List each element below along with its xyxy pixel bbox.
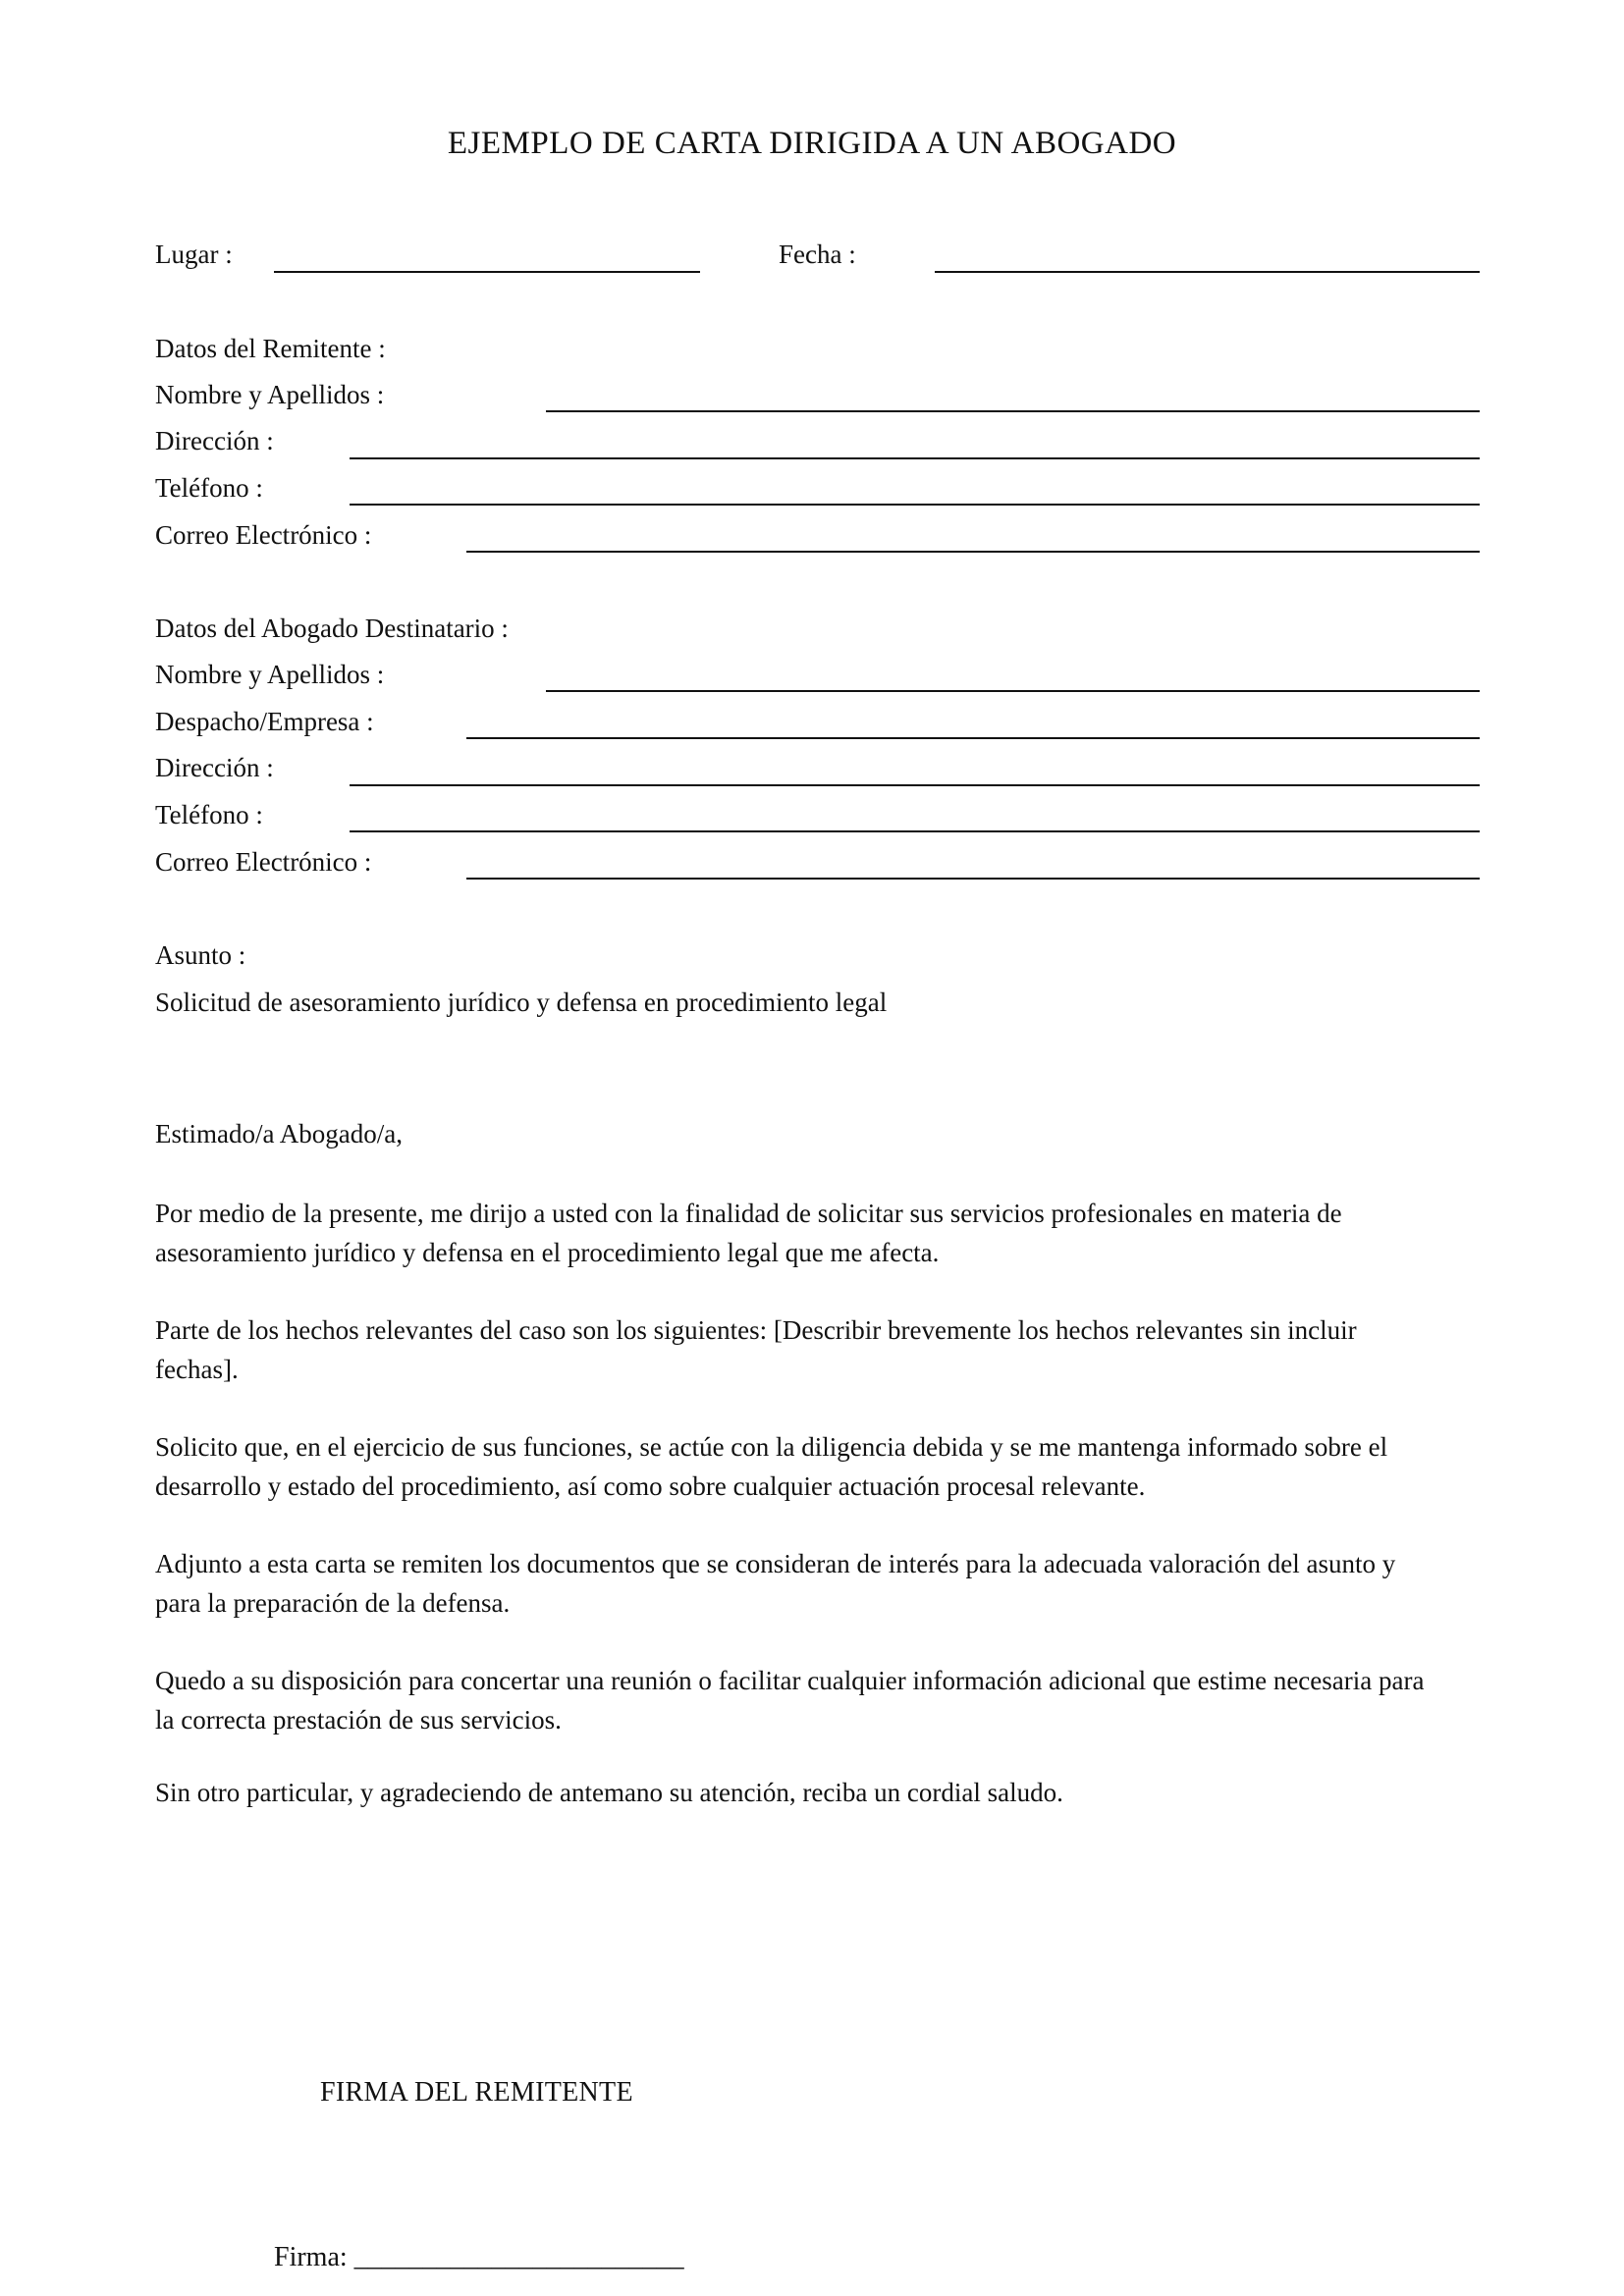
remitente-nombre-line[interactable]: [546, 410, 1480, 412]
destinatario-nombre-line[interactable]: [546, 690, 1480, 692]
destinatario-correo-label: Correo Electrónico :: [155, 847, 372, 877]
paragraph-3-line-1: Solicito que, en el ejercicio de sus funciones, se actúe con la diligencia debida y se me mantenga informado sobre el: [155, 1432, 1388, 1462]
paragraph-3: [155, 1427, 1490, 1506]
lugar-field-line[interactable]: [274, 271, 700, 273]
destinatario-direccion-line[interactable]: [350, 784, 1480, 786]
greeting: Estimado/a Abogado/a,: [155, 1119, 403, 1148]
paragraph-5-line-1: Quedo a su disposición para concertar una reunión o facilitar cualquier información adicional que estime necesaria para: [155, 1666, 1425, 1695]
paragraph-5-line-2: la correcta prestación de sus servicios.: [155, 1705, 562, 1735]
paragraph-4-line-2: para la preparación de la defensa.: [155, 1588, 511, 1618]
paragraph-2-line-2: fechas].: [155, 1355, 239, 1384]
paragraph-1-line-2: asesoramiento jurídico y defensa en el procedimiento legal que me afecta.: [155, 1238, 940, 1267]
destinatario-telefono-label: Teléfono :: [155, 800, 263, 829]
asunto-text: Solicitud de asesoramiento jurídico y defensa en procedimiento legal: [155, 988, 888, 1017]
signature-heading: FIRMA DEL REMITENTE: [320, 2077, 633, 2108]
paragraph-2-line-1: Parte de los hechos relevantes del caso son los siguientes: [Describir brevemente los hechos relevantes sin incluir: [155, 1315, 1357, 1345]
asunto-label: Asunto :: [155, 940, 246, 970]
destinatario-despacho-label: Despacho/Empresa :: [155, 707, 374, 736]
destinatario-telefono-line[interactable]: [350, 830, 1480, 832]
paragraph-2: [155, 1310, 1490, 1389]
document-title: EJEMPLO DE CARTA DIRIGIDA A UN ABOGADO: [447, 126, 1177, 161]
remitente-direccion-label: Dirección :: [155, 426, 274, 455]
paragraph-4-line-1: Adjunto a esta carta se remiten los documentos que se consideran de interés para la adecuada valoración del asunto y: [155, 1549, 1396, 1578]
paragraph-5: [155, 1661, 1490, 1739]
closing: Sin otro particular, y agradeciendo de antemano su atención, reciba un cordial saludo.: [155, 1778, 1063, 1807]
remitente-nombre-label: Nombre y Apellidos :: [155, 380, 385, 409]
remitente-correo-line[interactable]: [466, 551, 1480, 553]
remitente-direccion-line[interactable]: [350, 457, 1480, 459]
lugar-label: Lugar :: [155, 240, 233, 269]
destinatario-nombre-label: Nombre y Apellidos :: [155, 660, 385, 689]
paragraph-1-line-1: Por medio de la presente, me dirijo a usted con la finalidad de solicitar sus servicios profesionales en materia de: [155, 1199, 1342, 1228]
destinatario-direccion-label: Dirección :: [155, 753, 274, 782]
destinatario-despacho-line[interactable]: [466, 737, 1480, 739]
paragraph-3-line-2: desarrollo y estado del procedimiento, así como sobre cualquier actuación procesal relevante.: [155, 1471, 1146, 1501]
destinatario-heading: Datos del Abogado Destinatario :: [155, 614, 509, 643]
destinatario-correo-line[interactable]: [466, 878, 1480, 880]
firma-field[interactable]: Firma: ________________________: [274, 2242, 684, 2272]
remitente-heading: Datos del Remitente :: [155, 334, 386, 363]
remitente-correo-label: Correo Electrónico :: [155, 520, 372, 550]
remitente-telefono-label: Teléfono :: [155, 473, 263, 503]
fecha-label: Fecha :: [779, 240, 856, 269]
paragraph-1: [155, 1194, 1490, 1272]
fecha-field-line[interactable]: [935, 271, 1480, 273]
remitente-telefono-line[interactable]: [350, 504, 1480, 506]
paragraph-4: [155, 1544, 1490, 1623]
